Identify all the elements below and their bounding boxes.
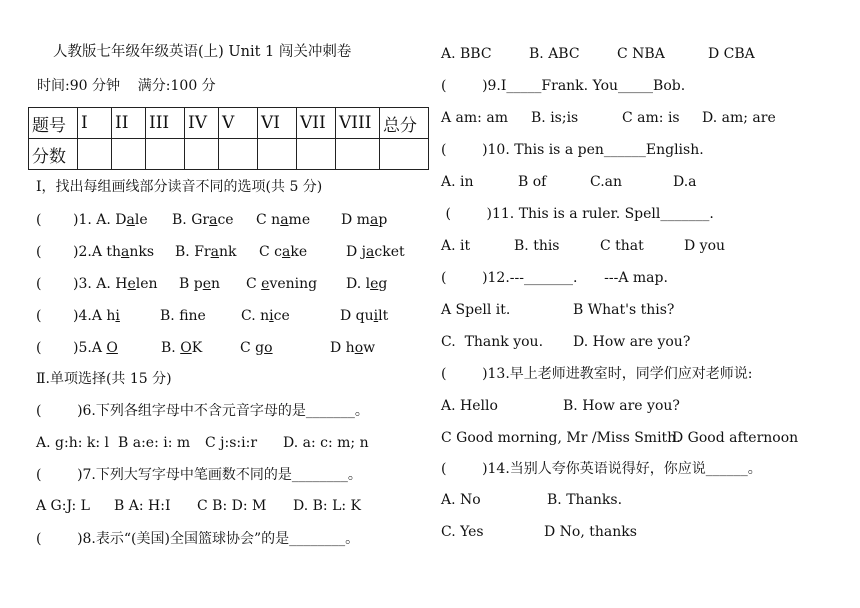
q6-option-a: A. g:h: k: l [36, 435, 110, 451]
q2-option-b: B. Frank [175, 244, 237, 260]
q6-option-b: B a:e: i: m [118, 435, 191, 451]
q7-option-a: A G:J: L [36, 498, 90, 514]
score-cell-header: VII [297, 108, 336, 139]
q12-option-c: C. Thank you. [441, 334, 544, 350]
question-13: ( )13.早上老师进教室时，同学们应对老师说: [441, 366, 753, 382]
q2-option-a: )2.A thanks [73, 244, 155, 260]
score-cell-header: VI [258, 108, 297, 139]
q8-option-a: A. BBC [441, 46, 492, 62]
question-10: ( )10. This is a pen______English. [441, 142, 704, 158]
question-8: ( )8.表示“(美国)全国篮球协会”的是________。 [36, 531, 360, 547]
score-table-score-row [29, 139, 429, 170]
score-cell-header: IV [185, 108, 219, 139]
q10-option-d: D.a [673, 174, 697, 190]
q5-option-a: )5.A O [73, 340, 118, 356]
score-table [28, 107, 429, 170]
q2-option-c: C cake [259, 244, 308, 260]
question-1: ( [36, 212, 42, 228]
q11-option-a: A. it [441, 238, 471, 254]
q12-option-d: D. How are you? [573, 334, 691, 350]
q12-option-b: B What's this? [573, 302, 675, 318]
q9-option-c: C am: is [622, 110, 680, 126]
q11-option-c: C that [600, 238, 644, 254]
q11-option-b: B. this [514, 238, 560, 254]
q8-option-c: C NBA [617, 46, 665, 62]
score-table-header-row [29, 108, 429, 139]
question-12: ( )12.---_______. ---A map. [441, 270, 668, 286]
score-cell-header: 总分 [380, 108, 429, 139]
q12-option-a: A Spell it. [441, 302, 511, 318]
q3-option-c: C evening [246, 276, 318, 292]
q9-option-b: B. is;is [531, 110, 579, 126]
q4-option-a: )4.A hi [73, 308, 120, 324]
q11-option-d: D you [684, 238, 726, 254]
q14-option-d: D No, thanks [544, 524, 637, 540]
q8-option-b: B. ABC [529, 46, 580, 62]
question-14: ( )14.当别人夸你英语说得好，你应说______。 [441, 461, 762, 477]
q4-option-d: D quilt [340, 308, 389, 324]
q7-option-c: C B: D: M [197, 498, 267, 514]
q5-option-c: C go [240, 340, 273, 356]
q6-option-c: C j:s:i:r [205, 435, 258, 451]
score-cell-header: VIII [336, 108, 380, 139]
q14-option-b: B. Thanks. [547, 492, 623, 508]
q10-option-a: A. in [441, 174, 474, 190]
q1-option-c: C name [256, 212, 311, 228]
q3-option-d: D. leg [346, 276, 388, 292]
score-cell-header: II [112, 108, 146, 139]
exam-title: 人教版七年级年级英语(上) Unit 1 闯关冲刺卷 [53, 44, 352, 60]
q10-option-c: C.an [590, 174, 623, 190]
question-7: ( )7.下列大写字母中笔画数不同的是________。 [36, 467, 362, 483]
q4-option-b: B. fne [160, 308, 206, 324]
score-cell-header: III [146, 108, 185, 139]
q7-option-b: B A: H:I [114, 498, 171, 514]
section1-heading: I，找出每组画线部分读音不同的选项(共 5 分) [36, 179, 323, 195]
q3-option-b: B pen [179, 276, 221, 292]
score-cell-header: V [219, 108, 258, 139]
score-cell-empty [146, 139, 185, 170]
score-cell-empty [336, 139, 380, 170]
score-cell-empty [380, 139, 429, 170]
q13-option-d: D Good afternoon [672, 430, 799, 446]
q9-option-a: A am: am [441, 110, 508, 126]
q14-option-a: A. No [441, 492, 481, 508]
q9-option-d: D. am; are [702, 110, 776, 126]
section2-heading: Ⅱ.单项选择(共 15 分) [36, 371, 172, 387]
score-cell-label: 题号 [29, 108, 78, 139]
question-11: ( )11. This is a ruler. Spell_______. [441, 206, 714, 222]
q1-option-d: D map [341, 212, 388, 228]
question-4: ( [36, 308, 42, 324]
q13-option-c: C Good morning, Mr /Miss Smith. [441, 430, 681, 446]
question-9: ( )9.I_____Frank. You_____Bob. [441, 78, 686, 94]
q10-option-b: B of [518, 174, 547, 190]
time-info: 时间:90 分钟 满分:100 分 [37, 78, 216, 94]
score-cell-empty [78, 139, 112, 170]
score-cell-header: I [78, 108, 112, 139]
score-cell-empty [185, 139, 219, 170]
q13-option-b: B. How are you? [563, 398, 680, 414]
score-cell-label: 分数 [29, 139, 78, 170]
q14-option-c: C. Yes [441, 524, 484, 540]
q3-option-a: )3. A. Helen [73, 276, 158, 292]
score-cell-empty [258, 139, 297, 170]
score-cell-empty [297, 139, 336, 170]
q2-option-d: D jacket [346, 244, 405, 260]
q4-option-c: C. nice [241, 308, 290, 324]
question-3: ( [36, 276, 42, 292]
score-cell-empty [112, 139, 146, 170]
q5-option-d: D how [330, 340, 376, 356]
question-6: ( )6.下列各组字母中不含元音字母的是_______。 [36, 403, 369, 419]
q1-option-b: B. Grace [172, 212, 234, 228]
q1-option-a: )1. A. Dale [73, 212, 148, 228]
q8-option-d: D CBA [708, 46, 755, 62]
q13-option-a: A. Hello [441, 398, 498, 414]
score-cell-empty [219, 139, 258, 170]
q5-option-b: B. OK [161, 340, 203, 356]
q7-option-d: D. B: L: K [293, 498, 362, 514]
question-5: ( [36, 340, 42, 356]
q6-option-d: D. a: c: m; n [283, 435, 369, 451]
question-2: ( [36, 244, 42, 260]
